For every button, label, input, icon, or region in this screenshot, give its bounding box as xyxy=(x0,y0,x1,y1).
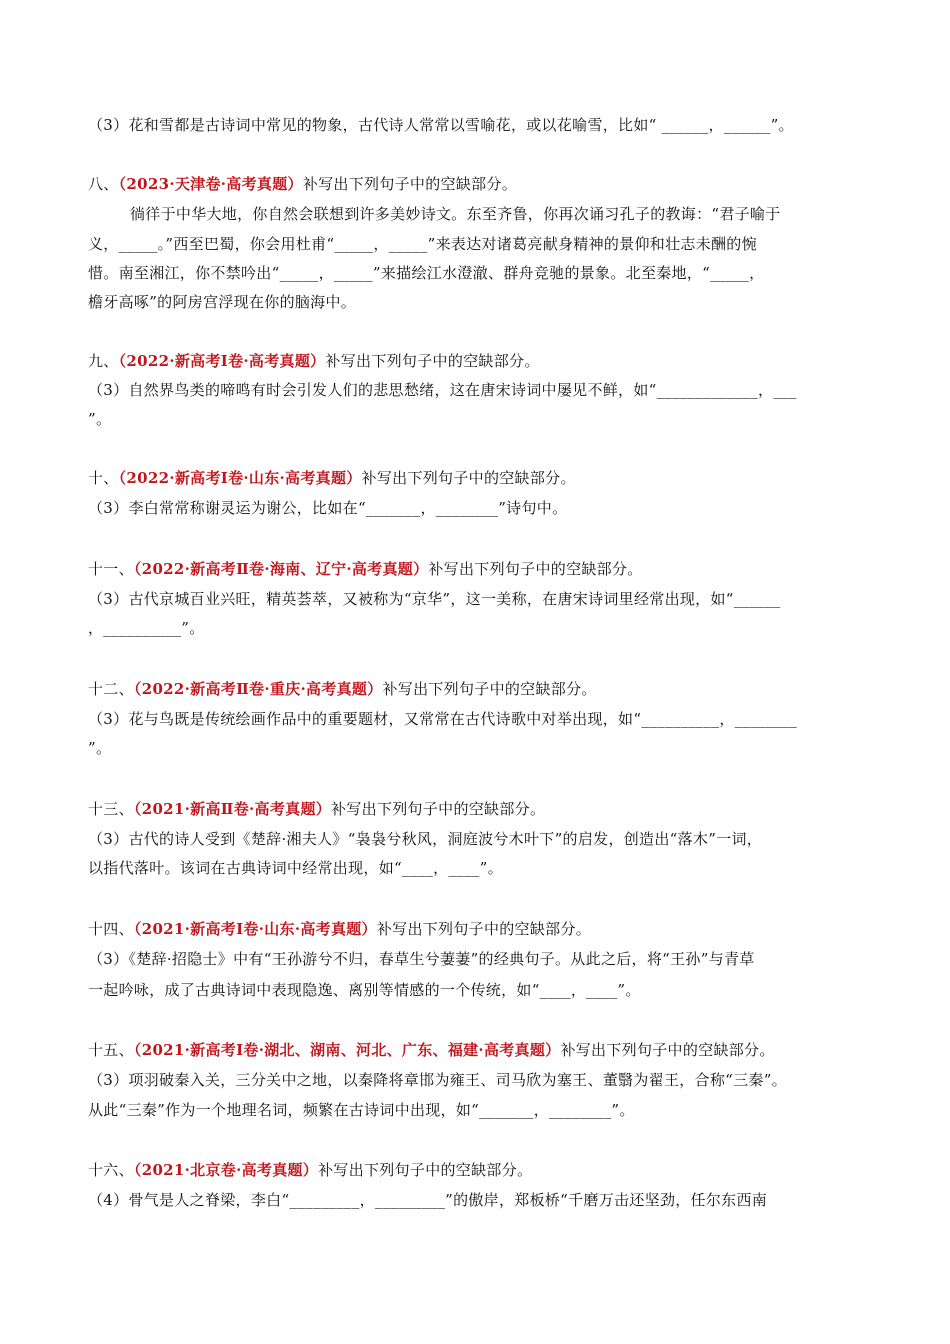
exam-source: （2021·新高Ⅱ卷·高考真题） xyxy=(133,800,332,818)
section-number: 八、 xyxy=(88,175,119,193)
section-heading xyxy=(88,678,868,700)
section-number: 十四、 xyxy=(88,920,134,938)
question-line: （3）自然界鸟类的啼鸣有时会引发人们的悲思愁绪，这在唐宋诗词中屡见不鲜，如“_____________，___ xyxy=(88,381,797,399)
section-heading xyxy=(88,1159,868,1181)
section-instruction: 补写出下列句子中的空缺部分。 xyxy=(428,560,643,578)
section-heading xyxy=(88,467,868,489)
section-heading xyxy=(88,173,868,195)
passage-line: 义，_____。”西至巴蜀，你会用杜甫“_____，_____”来表达对诸葛亮献身精神的景仰和壮志未酬的惋 xyxy=(88,235,757,253)
section-instruction: 补写出下列句子中的空缺部分。 xyxy=(560,1041,775,1059)
question-line: （3）古代京城百业兴旺，精英荟萃，又被称为“京华”，这一美称，在唐宋诗词里经常出现，如“______ xyxy=(88,590,781,608)
question-line: （3）项羽破秦入关，三分关中之地，以秦降将章邯为雍王、司马欣为塞王、董翳为翟王，合称“三秦”。 xyxy=(88,1071,787,1089)
exam-source: （2022·新高考Ⅱ卷·重庆·高考真题） xyxy=(133,680,383,698)
section-instruction: 补写出下列句子中的空缺部分。 xyxy=(331,800,546,818)
question-line: （3）花与鸟既是传统绘画作品中的重要题材，又常常在古代诗歌中对举出现，如“__________，________ xyxy=(88,710,798,728)
exam-source: （2021·新高考Ⅰ卷·湖北、湖南、河北、广东、福建·高考真题） xyxy=(133,1041,561,1059)
section-number: 十一、 xyxy=(88,560,134,578)
section-instruction: 补写出下列句子中的空缺部分。 xyxy=(382,680,597,698)
question-line: （4）骨气是人之脊梁，李白“_________，_________”的傲岸，郑板桥“千磨万击还坚劲，任尔东西南 xyxy=(88,1191,768,1209)
question-line: 一起吟咏，成了古典诗词中表现隐逸、离别等情感的一个传统，如“____，____”。 xyxy=(88,981,641,999)
passage-line: 檐牙高啄”的阿房宫浮现在你的脑海中。 xyxy=(88,293,357,311)
exam-source: （2022·新高考Ⅱ卷·海南、辽宁·高考真题） xyxy=(133,560,429,578)
section-heading xyxy=(88,350,868,372)
section-instruction: 补写出下列句子中的空缺部分。 xyxy=(318,1161,533,1179)
section-number: 十、 xyxy=(88,469,119,487)
exam-source: （2021·新高考Ⅰ卷·山东·高考真题） xyxy=(133,920,377,938)
section-instruction: 补写出下列句子中的空缺部分。 xyxy=(302,175,518,193)
question-line: 从此“三秦”作为一个地理名词，频繁在古诗词中出现，如“_______，________”。 xyxy=(88,1101,635,1119)
section-instruction: 补写出下列句子中的空缺部分。 xyxy=(325,352,540,370)
section-heading xyxy=(88,558,868,580)
question-line: （3）李白常常称谢灵运为谢公，比如在“_______，________”诗句中。 xyxy=(88,499,568,517)
intro-question: （3）花和雪都是古诗词中常见的物象，古代诗人常常以雪喻花，或以花喻雪，比如“ ______，______”。 xyxy=(88,116,794,134)
exam-source: （2022·新高考Ⅰ卷·山东·高考真题） xyxy=(118,469,362,487)
question-line: ”。 xyxy=(88,739,112,757)
section-number: 十五、 xyxy=(88,1041,134,1059)
passage-line: 惜。南至湘江，你不禁吟出“_____，_____”来描绘江水澄澈、群舟竞驰的景象。北至秦地，“_____， xyxy=(88,264,765,282)
question-line: ，__________”。 xyxy=(88,619,205,637)
exam-source: （2023·天津卷·高考真题） xyxy=(118,175,303,193)
exam-source: （2021·北京卷·高考真题） xyxy=(133,1161,319,1179)
section-number: 九、 xyxy=(88,352,119,370)
question-line: ”。 xyxy=(88,410,112,428)
section-number: 十三、 xyxy=(88,800,134,818)
section-heading xyxy=(88,1039,868,1061)
section-heading xyxy=(88,798,868,820)
question-line: （3）《楚辞·招隐士》中有“王孙游兮不归，春草生兮萋萋”的经典句子。从此之后，将“王孙”与青草 xyxy=(88,950,755,968)
section-number: 十六、 xyxy=(88,1161,134,1179)
passage-line: 徜徉于中华大地，你自然会联想到许多美妙诗文。东至齐鲁，你再次诵习孔子的教诲：“君子喻于 xyxy=(130,205,781,223)
section-instruction: 补写出下列句子中的空缺部分。 xyxy=(361,469,576,487)
section-instruction: 补写出下列句子中的空缺部分。 xyxy=(376,920,592,938)
exam-source: （2022·新高考Ⅰ卷·高考真题） xyxy=(118,352,326,370)
question-line: （3）古代的诗人受到《楚辞·湘夫人》“袅袅兮秋风，洞庭波兮木叶下”的启发，创造出“落木”一词， xyxy=(88,830,763,848)
question-line: 以指代落叶。该词在古典诗词中经常出现，如“____，____”。 xyxy=(88,859,503,877)
section-number: 十二、 xyxy=(88,680,134,698)
section-heading xyxy=(88,918,868,940)
